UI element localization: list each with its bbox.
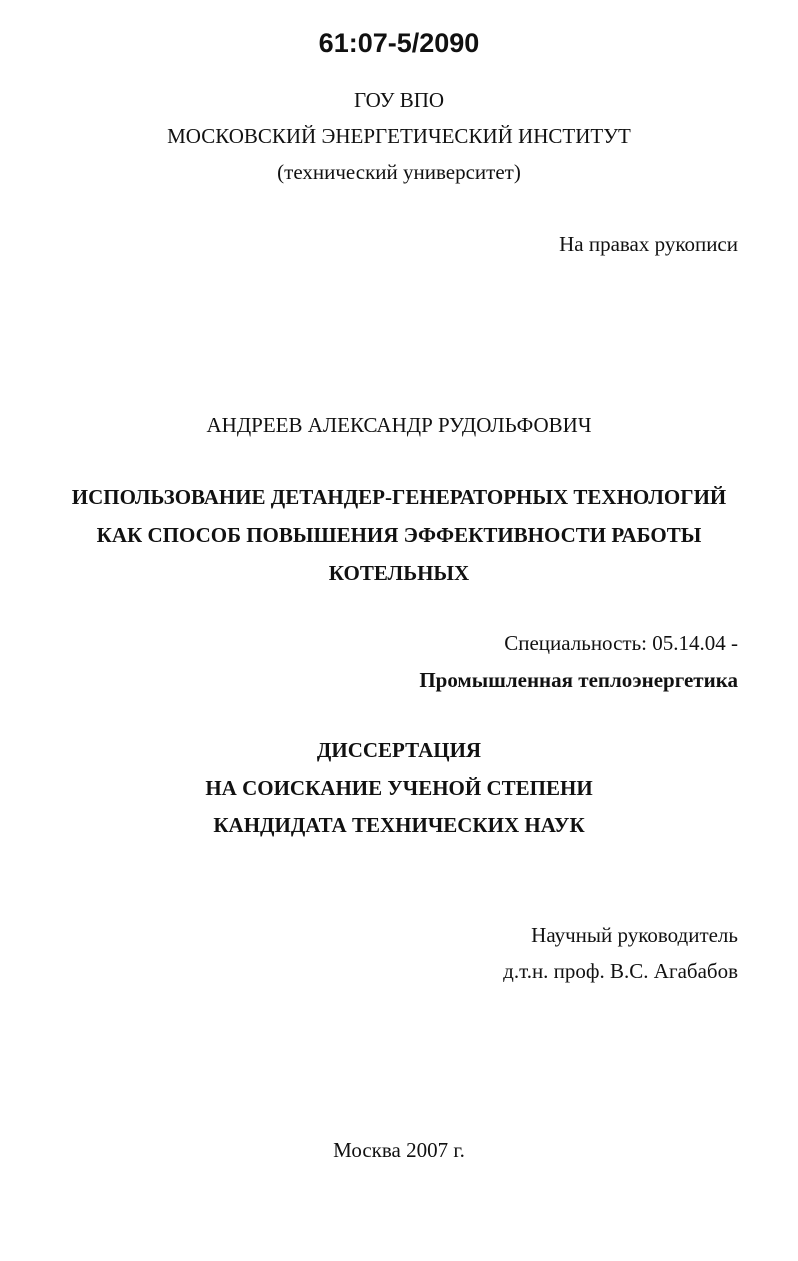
thesis-title-line-2: КАК СПОСОБ ПОВЫШЕНИЯ ЭФФЕКТИВНОСТИ РАБОТЫ xyxy=(96,523,702,547)
specialty-code: Специальность: 05.14.04 - xyxy=(504,631,738,655)
org-abbreviation: ГОУ ВПО xyxy=(353,88,445,112)
document-code: 61:07-5/2090 xyxy=(318,28,480,58)
dissertation-line-3: КАНДИДАТА ТЕХНИЧЕСКИХ НАУК xyxy=(213,813,585,837)
supervisor-name: д.т.н. проф. В.С. Агабабов xyxy=(503,959,738,983)
supervisor-label: Научный руководитель xyxy=(531,923,738,947)
thesis-title-line-1: ИСПОЛЬЗОВАНИЕ ДЕТАНДЕР-ГЕНЕРАТОРНЫХ ТЕХНОЛОГИЙ xyxy=(71,485,727,509)
institute-subtitle: (технический университет) xyxy=(277,160,521,184)
dissertation-line-2: НА СОИСКАНИЕ УЧЕНОЙ СТЕПЕНИ xyxy=(205,776,593,800)
institute-name: МОСКОВСКИЙ ЭНЕРГЕТИЧЕСКИЙ ИНСТИТУТ xyxy=(167,124,631,148)
author-name: АНДРЕЕВ АЛЕКСАНДР РУДОЛЬФОВИЧ xyxy=(206,413,592,437)
thesis-title-line-3: КОТЕЛЬНЫХ xyxy=(328,561,470,585)
rights-notice: На правах рукописи xyxy=(559,232,738,256)
specialty-name: Промышленная теплоэнергетика xyxy=(419,668,738,692)
place-and-year: Москва 2007 г. xyxy=(333,1138,465,1162)
dissertation-line-1: ДИССЕРТАЦИЯ xyxy=(316,738,482,762)
